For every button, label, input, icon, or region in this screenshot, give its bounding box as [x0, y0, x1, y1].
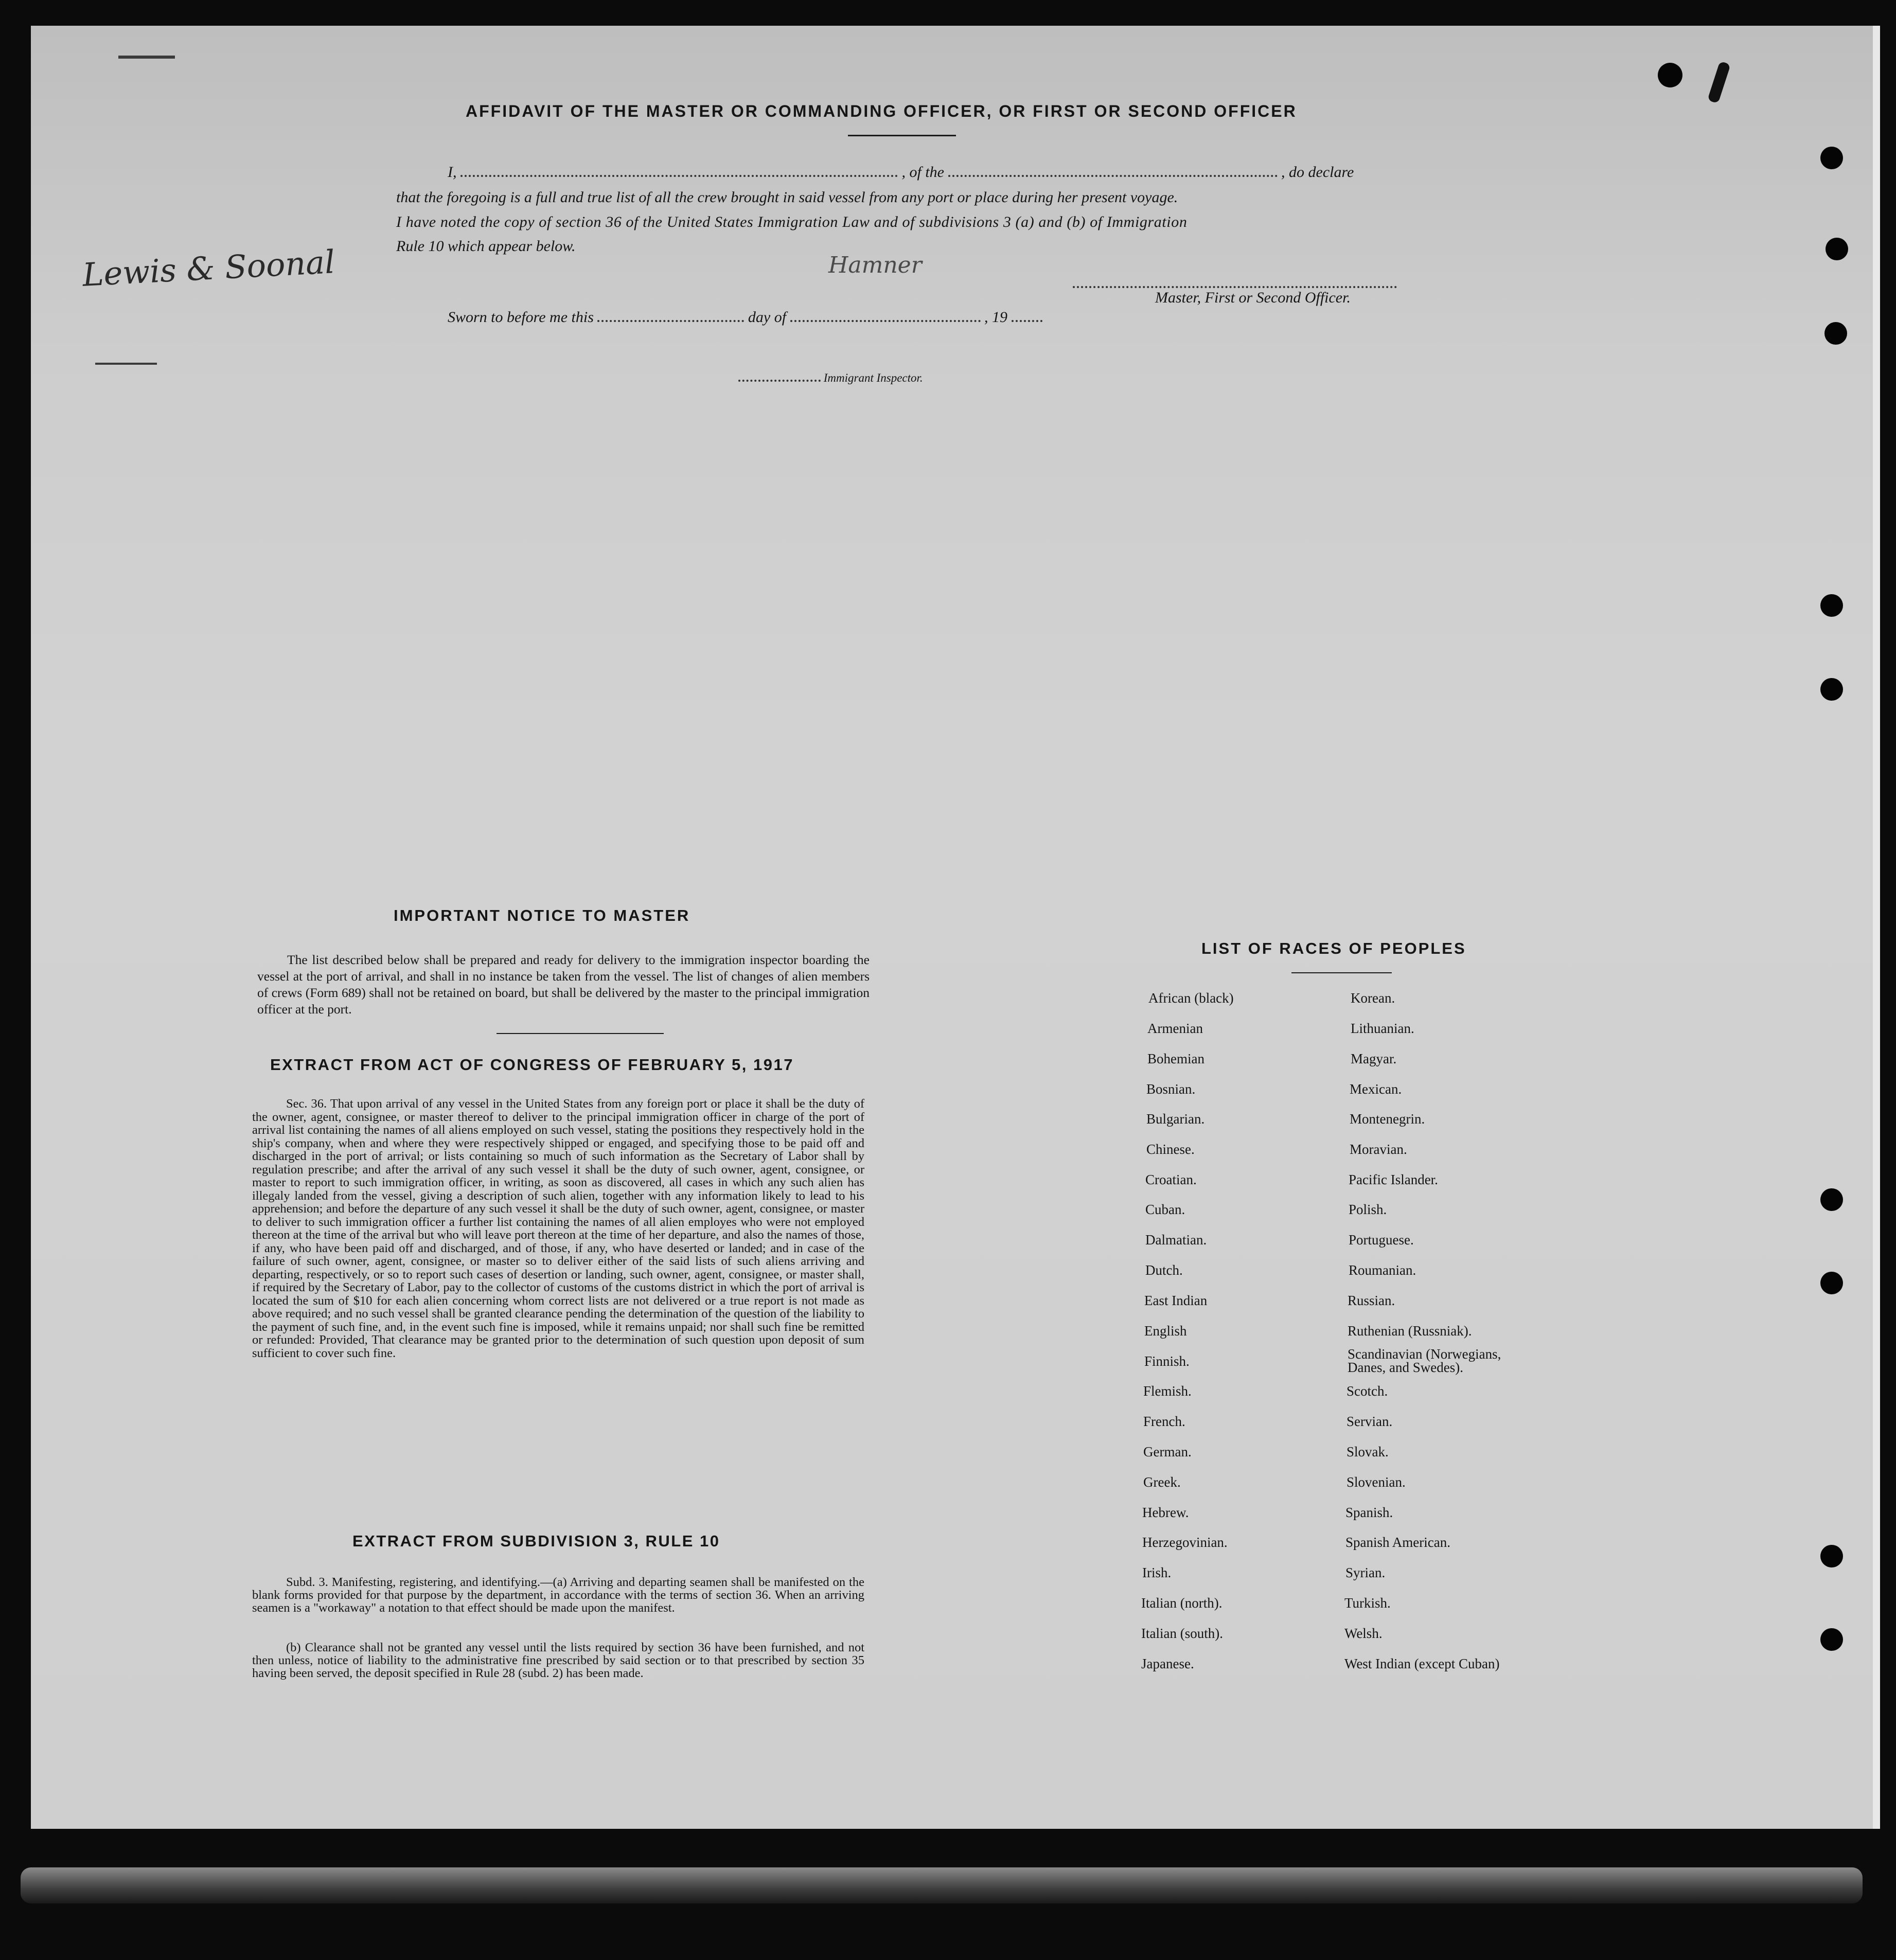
race-item: English	[1144, 1323, 1187, 1339]
race-item: Slovak.	[1346, 1444, 1389, 1459]
act-extract-body: Sec. 36. That upon arrival of any vessel in the United States from any foreign port or place it shall be the duty of the owner, agent, consignee, or master thereof to deliver to the principal immigration officer in charge of the port of arrival list containing the names of all aliens employed on such vessel, stating the positions they respectively hold in the ship's company, when and where they were respectively shipped or engaged, and specifying those to be paid off and discharged in the port of arrival; or lists containing so much of such information as the Secretary of Labor shall by regulation prescribe; and after the arrival of any such vessel it shall be the duty of such owner, agent, consignee, or master to report to such immigration officer, in writing, as soon as discovered, all cases in which any such alien has illegaly landed from the vessel, giving a description of such alien, together with any information likely to lead to his apprehension; and before the departure of any such vessel it shall be the duty of such owner, agent, consignee, or master to deliver to such immigration officer a further list containing the names of all alien employes who were not employed thereon at the time of the arrival but who will leave port thereon at the time of her departure, and also the names of those, if any, who have been paid off and discharged, and of those, if any, who have deserted or landed; and in case of the failure of such owner, agent, consignee, or master so to deliver either of the said lists of such aliens arriving and departing, respectively, or so to report such cases of desertion or landing, such owner, agent, consignee, or master shall, if required by the Secretary of Labor, pay to the collector of customs of the customs district in which the port of arrival is located the sum of $10 for each alien concerning whom correct lists are not delivered or a true report is not made as above required; and no such vessel shall be granted clearance pending the determination of the question of the liability to the payment of such fine, and, in the event such fine is imposed, while it remains unpaid; nor shall such fine be remitted or refunded: Provided, That clearance may be granted prior to the determination of such question upon deposit of sum sufficient to cover such fine.	[252, 1097, 864, 1360]
binder-hole	[1820, 594, 1843, 617]
race-item: Italian (south).	[1141, 1626, 1223, 1641]
sworn-day-field[interactable]	[597, 319, 744, 322]
race-item: East Indian	[1144, 1293, 1208, 1308]
race-item: Moravian.	[1350, 1142, 1407, 1157]
race-item: French.	[1143, 1414, 1185, 1429]
race-item: Magyar.	[1351, 1051, 1397, 1066]
binder-hole	[1820, 1272, 1843, 1294]
race-item: Spanish.	[1345, 1505, 1393, 1520]
notice-rule	[497, 1033, 664, 1034]
act-extract-title: EXTRACT FROM ACT OF CONGRESS OF FEBRUARY 5, 1917	[270, 1056, 794, 1074]
race-item: Hebrew.	[1142, 1505, 1189, 1520]
race-item: Cuban.	[1145, 1202, 1185, 1217]
affidavit-line-1	[448, 164, 1354, 181]
race-item: Mexican.	[1350, 1081, 1402, 1097]
sworn-year-field[interactable]	[1012, 319, 1042, 322]
affidavit-declare-label: , do declare	[1281, 164, 1354, 181]
race-item: Portuguese.	[1349, 1232, 1414, 1248]
signature-caption: Master, First or Second Officer.	[1155, 289, 1351, 306]
inspector-caption: Immigrant Inspector.	[823, 371, 923, 384]
affidavit-line-4: Rule 10 which appear below.	[396, 238, 576, 255]
sworn-year-label: , 19	[984, 309, 1008, 326]
race-item: Ruthenian (Russniak).	[1348, 1323, 1472, 1339]
notice-body: The list described below shall be prepared and ready for delivery to the immigration inspector boarding the vessel at the port of arrival, and shall in no instance be taken from the vessel. The list of changes of alien members of crews (Form 689) shall not be retained on board, but shall be delivered by the master to the principal immigration officer at the port.	[257, 952, 870, 1017]
race-item: Korean.	[1351, 990, 1395, 1006]
ink-mark	[118, 56, 175, 59]
race-item: Italian (north).	[1141, 1595, 1222, 1611]
race-item: Scandinavian (Norwegians, Danes, and Swedes).	[1348, 1346, 1501, 1375]
binder-hole	[1658, 63, 1682, 87]
race-item: Greek.	[1143, 1474, 1181, 1490]
sworn-day-of-label: day of	[748, 309, 787, 326]
race-item: Finnish.	[1144, 1353, 1190, 1369]
race-item: Irish.	[1142, 1565, 1172, 1580]
rule-extract-para-b: (b) Clearance shall not be granted any vessel until the lists required by section 36 have been furnished, and not then unless, notice of liability to the administrative fine prescribed by said section or to that prescribed by section 35 having been served, the deposit specified in Rule 28 (subd. 2) has been made.	[252, 1641, 864, 1680]
master-signature-line[interactable]	[1073, 286, 1397, 288]
document-page	[31, 26, 1880, 1829]
binder-hole	[1820, 1545, 1843, 1567]
page-edge-shadow	[21, 1867, 1863, 1903]
rule-extract-title: EXTRACT FROM SUBDIVISION 3, RULE 10	[352, 1532, 720, 1550]
vessel-name-field[interactable]	[948, 174, 1278, 177]
rule-extract-para-a: Subd. 3. Manifesting, registering, and identifying.—(a) Arriving and departing seamen shall be manifested on the blank forms provided for that purpose by the department, in accordance with the terms of section 36. When an arriving seamen is a "workaway" a notation to that effect should be made upon the manifest.	[252, 1575, 864, 1615]
race-item: Japanese.	[1141, 1656, 1194, 1671]
binder-hole	[1820, 147, 1843, 169]
race-item: Servian.	[1346, 1414, 1393, 1429]
binder-hole	[1820, 678, 1843, 701]
race-item: Slovenian.	[1346, 1474, 1406, 1490]
race-item: Herzegovinian.	[1142, 1535, 1228, 1550]
race-item: Chinese.	[1146, 1142, 1195, 1157]
affidavit-title: AFFIDAVIT OF THE MASTER OR COMMANDING OFFICER, OR FIRST OR SECOND OFFICER	[466, 102, 1297, 120]
binder-hole	[1820, 1628, 1843, 1651]
ink-mark	[95, 363, 157, 365]
race-item: Turkish.	[1344, 1595, 1391, 1611]
race-item: German.	[1143, 1444, 1192, 1459]
binder-hole	[1820, 1188, 1843, 1211]
race-item: Flemish.	[1143, 1383, 1192, 1399]
notice-title: IMPORTANT NOTICE TO MASTER	[394, 906, 690, 924]
sworn-month-field[interactable]	[790, 319, 981, 322]
race-item: Lithuanian.	[1351, 1021, 1414, 1036]
race-item: Bulgarian.	[1146, 1111, 1205, 1127]
race-item: Russian.	[1348, 1293, 1395, 1308]
race-item: Syrian.	[1345, 1565, 1386, 1580]
sworn-line	[448, 309, 1042, 326]
binder-hole	[1826, 238, 1848, 260]
race-item: Roumanian.	[1349, 1262, 1416, 1278]
binder-hole	[1824, 322, 1847, 345]
handwritten-note: Lewis & Soonal	[81, 243, 336, 294]
race-item: Polish.	[1349, 1202, 1387, 1217]
race-item: African (black)	[1148, 990, 1234, 1006]
race-item: Pacific Islander.	[1349, 1172, 1438, 1187]
inspector-signature-field[interactable]	[738, 379, 821, 382]
affidavit-i-label: I,	[448, 164, 457, 181]
races-title-rule	[1291, 972, 1392, 973]
affidavit-title-rule	[848, 135, 956, 136]
race-item: Bosnian.	[1146, 1081, 1196, 1097]
race-item: Bohemian	[1147, 1051, 1204, 1066]
race-item: Spanish American.	[1345, 1535, 1450, 1550]
race-item: Dalmatian.	[1145, 1232, 1207, 1248]
race-item: West Indian (except Cuban)	[1344, 1656, 1500, 1671]
sworn-before-label: Sworn to before me this	[448, 309, 594, 326]
race-item: Welsh.	[1344, 1626, 1383, 1641]
affidavit-line-3: I have noted the copy of section 36 of the United States Immigration Law and of subdivisions 3 (a) and (b) of Immigration	[396, 213, 1188, 230]
handwritten-signature: Hamner	[828, 252, 922, 278]
races-title: LIST OF RACES OF PEOPLES	[1201, 939, 1466, 957]
inspector-line	[738, 371, 923, 385]
race-item: Croatian.	[1145, 1172, 1197, 1187]
race-item: Dutch.	[1145, 1262, 1183, 1278]
master-name-field[interactable]	[460, 174, 898, 177]
race-item: Montenegrin.	[1350, 1111, 1425, 1127]
race-item: Armenian	[1147, 1021, 1203, 1036]
race-item: Scotch.	[1346, 1383, 1388, 1399]
affidavit-of-the-label: , of the	[901, 164, 944, 181]
affidavit-line-2: that the foregoing is a full and true list of all the crew brought in said vessel from any port or place during her present voyage.	[396, 189, 1178, 206]
